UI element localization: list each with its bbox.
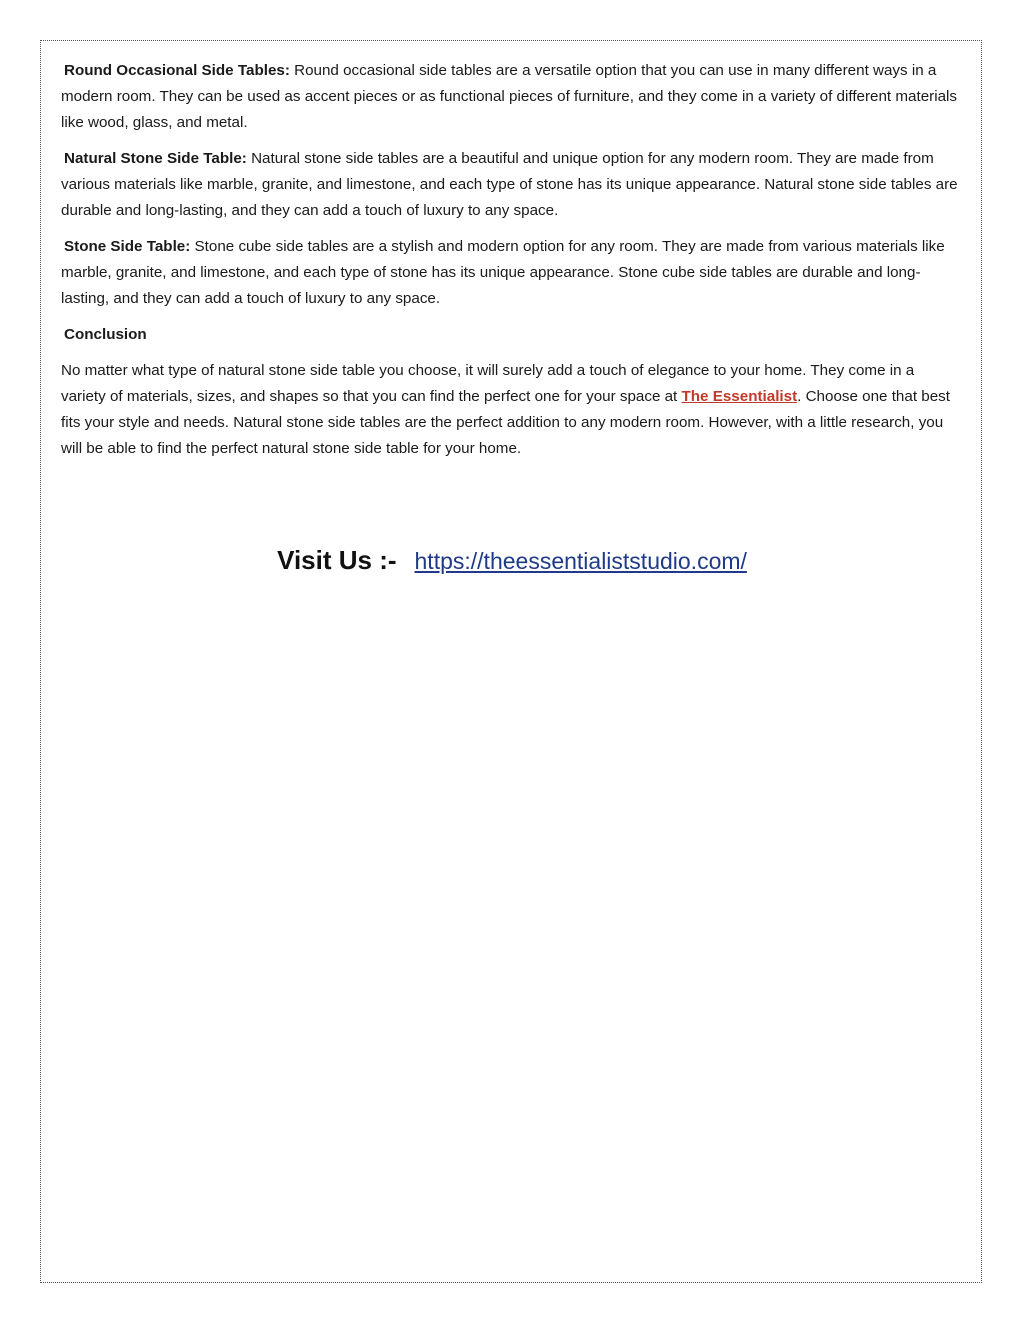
- paragraph-round-occasional: [61, 58, 961, 136]
- paragraph-lead: Round Occasional Side Tables:: [64, 62, 290, 79]
- document-body: [61, 58, 961, 478]
- conclusion-text-after: . Choose one that best fits your style and needs. Natural stone side tables are the perfect addition to any modern room. However, with a little research, you will be able to find the perfect natural stone side table for your home.: [61, 388, 950, 457]
- paragraph-stone-side: [61, 234, 961, 312]
- paragraph-text: Natural stone side tables are a beautiful and unique option for any modern room. They are made from various materials like marble, granite, and limestone, and each type of stone has its unique appearance. Natural stone side tables are durable and long-lasting, and they can add a touch of luxury to any space.: [61, 150, 958, 219]
- paragraph-lead: Natural Stone Side Table:: [64, 150, 247, 167]
- conclusion-text-before: No matter what type of natural stone side table you choose, it will surely add a touch of elegance to your home. They come in a variety of materials, sizes, and shapes so that you can find the perfect one for your space at: [61, 362, 915, 405]
- the-essentialist-link[interactable]: The Essentialist: [681, 388, 798, 405]
- visit-us-line: [0, 545, 1024, 576]
- paragraph-text: Stone cube side tables are a stylish and modern option for any room. They are made from various materials like marble, granite, and limestone, and each type of stone has its unique appearance. Stone cube side tables are durable and long-lasting, and they can add a touch of luxury to any space.: [61, 238, 945, 307]
- paragraph-lead: Stone Side Table:: [64, 238, 191, 255]
- visit-us-label: Visit Us :-: [277, 545, 397, 575]
- website-link[interactable]: https://theessentialiststudio.com/: [414, 548, 747, 574]
- conclusion-heading: Conclusion: [64, 326, 147, 343]
- paragraph-text: Round occasional side tables are a versatile option that you can use in many different ways in a modern room. They can be used as accent pieces or as functional pieces of furniture, and they come in a variety of different materials like wood, glass, and metal.: [61, 62, 957, 131]
- conclusion-paragraph: [61, 358, 961, 462]
- paragraph-natural-stone: [61, 146, 961, 224]
